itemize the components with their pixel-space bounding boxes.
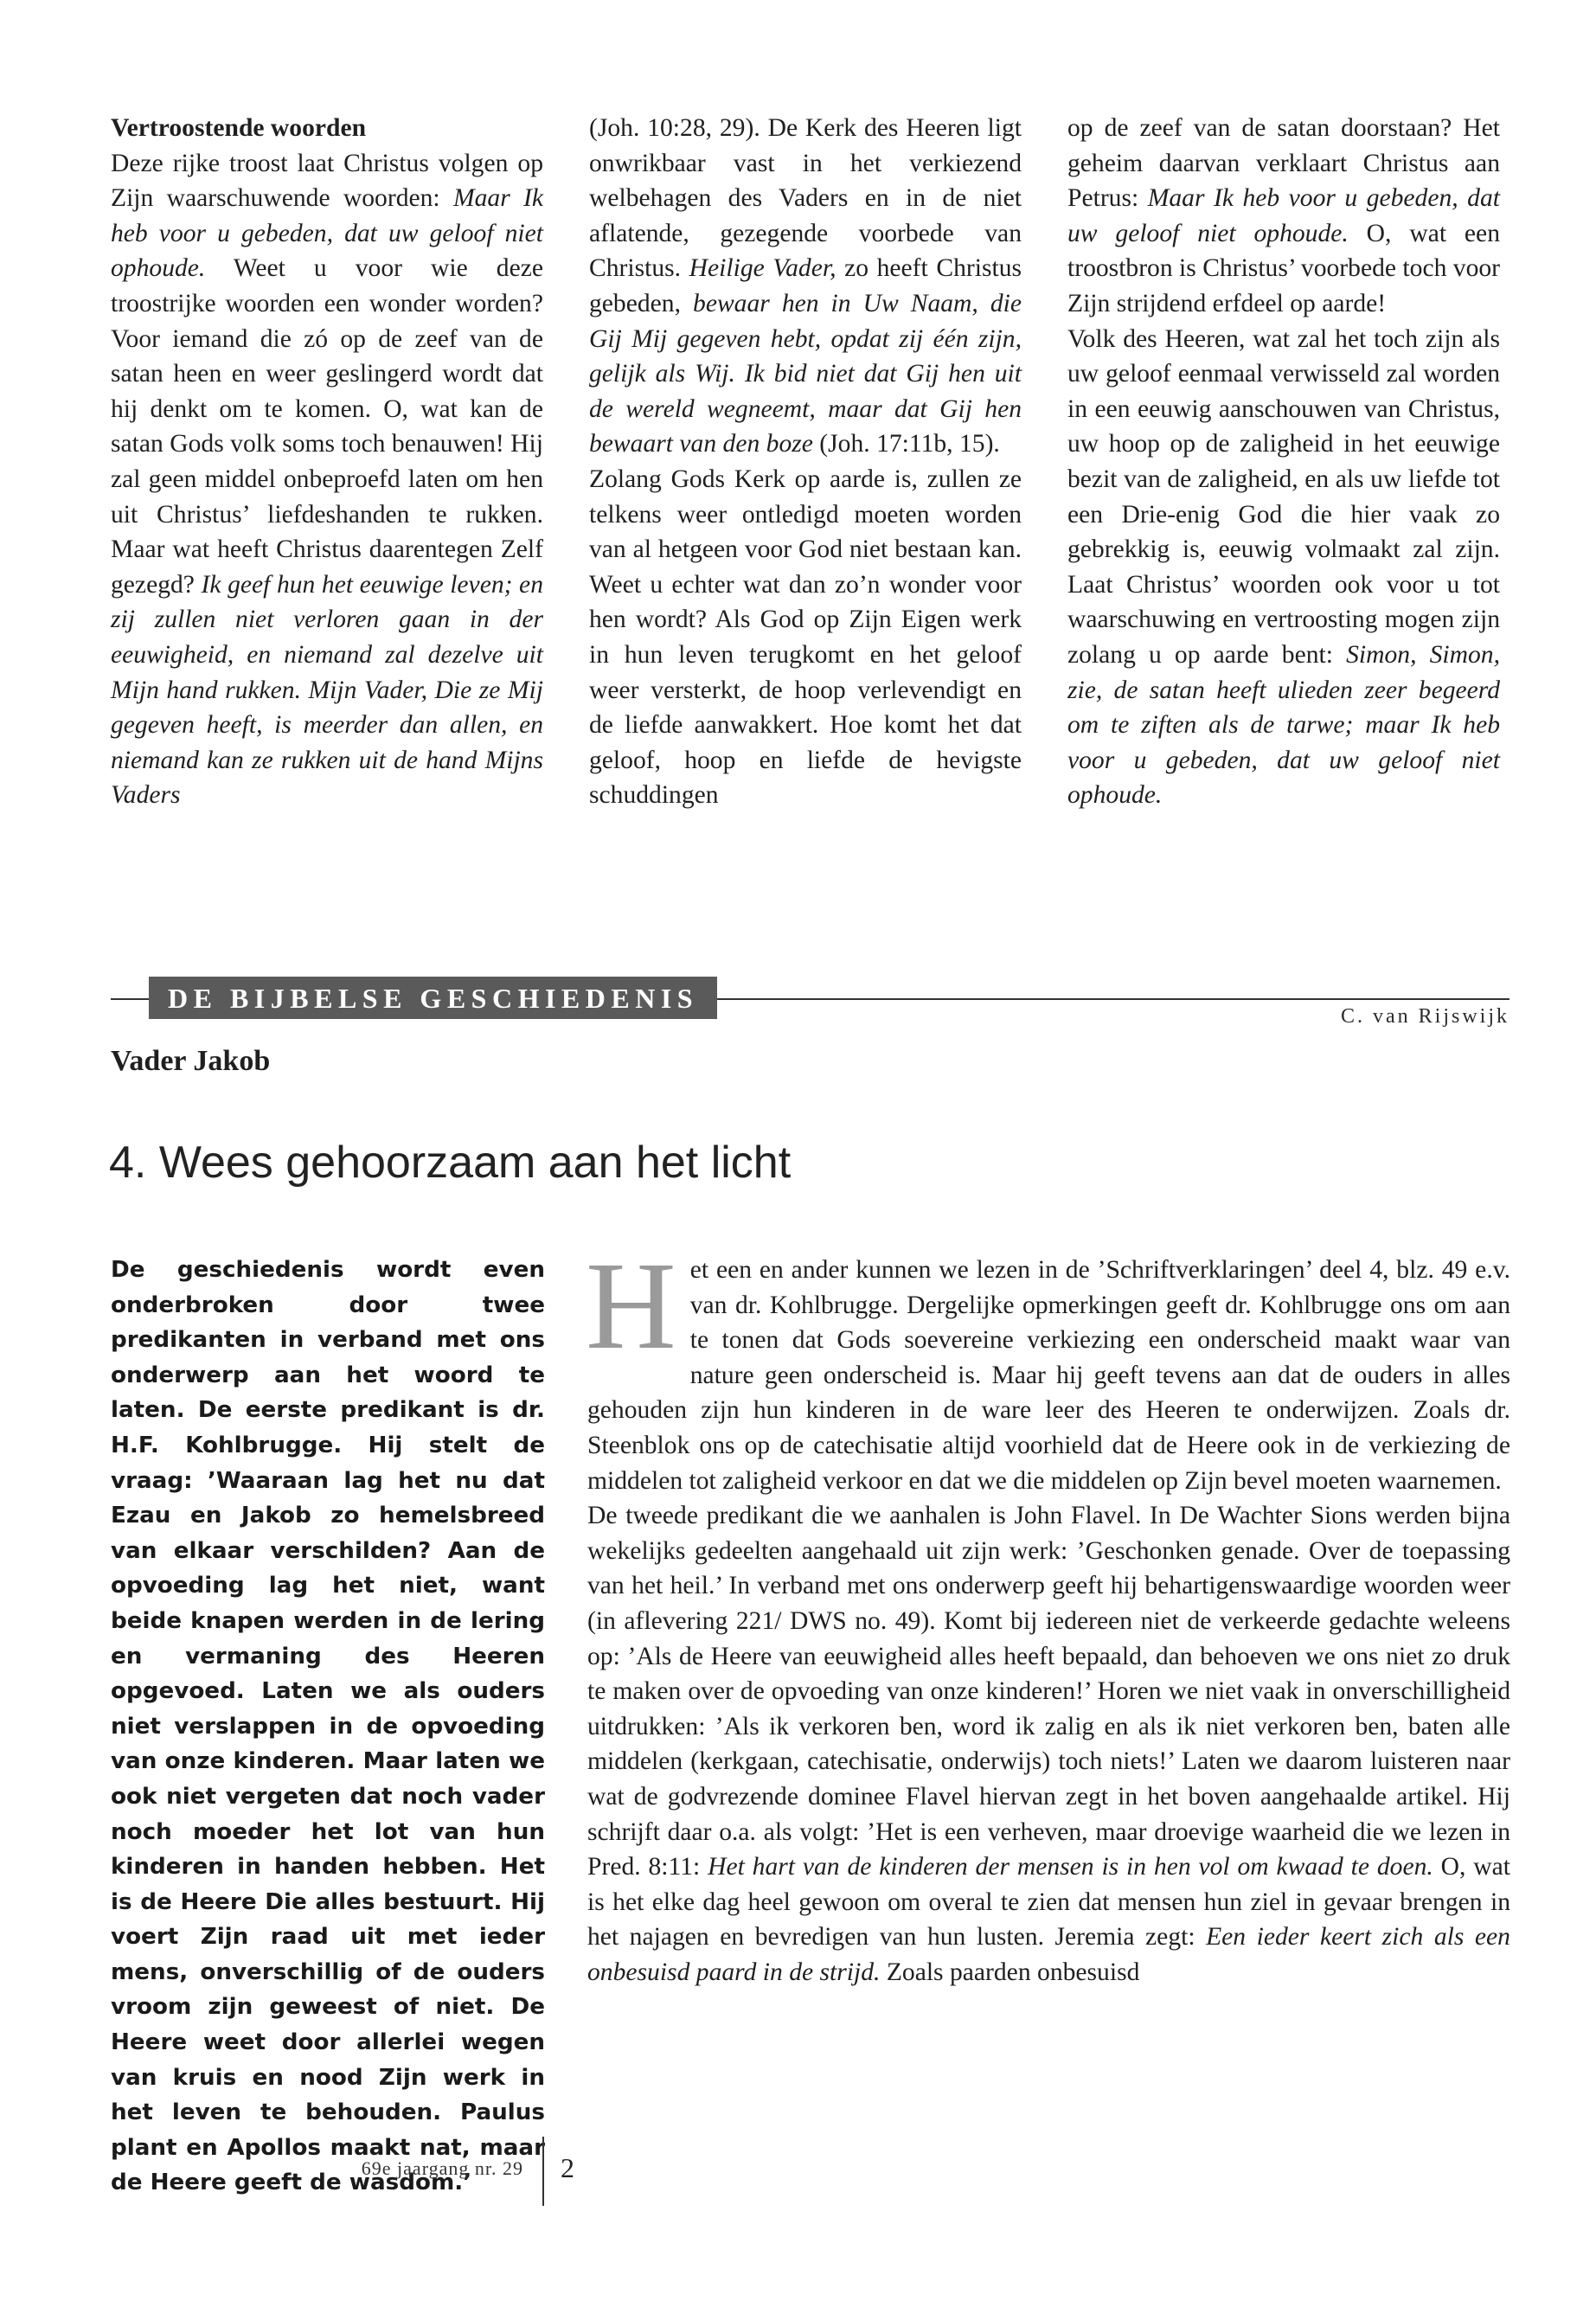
scripture-quote: bewaar hen in Uw Naam, die Gij Mij gegeven hebt, opdat zij één zijn, gelijk als Wij. Ik bid niet dat Gij hen uit de wereld wegneemt, maar dat Gij hen bewaart van den boze — [589, 289, 1022, 458]
drop-cap: H — [586, 1237, 676, 1375]
body-text: O, wat is het elke dag heel gewoon om overal te zien dat mensen hun ziel in gevaar brengen in het najagen en bevredigen van hun lusten. Jeremia zegt: — [587, 1853, 1510, 1952]
scripture-quote: Ik geef hun het eeuwige leven; en zij zullen niet verloren gaan in der eeuwigheid, en niemand zal dezelve uit Mijn hand rukken. Mijn Vader, Die ze Mij gegeven heeft, is meerder dan allen, en niemand kan ze rukken uit de hand Mijns Vaders — [111, 570, 543, 810]
body-text: De tweede predikant die we aanhalen is John Flavel. In De Wachter Sions werden bijna wekelijks gedeelten aangehaald uit zijn werk: ’Geschonken genade. Over de toepassing van het heil.’ In verband met ons onderwerp geeft hij behartigenswaardige woorden weer (in aflevering 221/ DWS no. 49). Komt bij iedereen niet de verkeerde gedachte weleens op: ’Als de Heere van eeuwigheid alles heeft bepaald, dan behoeven we ons niet zo druk te maken over de opvoeding van onze kinderen!’ Horen we niet vaak in onverschilligheid uitdrukken: ’Als ik verkoren ben, word ik zalig en als ik niet verkoren ben, baten alle middelen (kerkgaan, catechisatie, onderwijs) toch niets!’ Laten we daarom luisteren naar wat de godvrezende dominee Flavel hiervan zegt in het boven aangehaalde artikel. Hij schrijft daar o.a. als volgt: ’Het is een verheven, maar droevige waarheid die we lezen in Pred. 8:11: — [587, 1502, 1510, 1881]
paragraph: Zolang Gods Kerk op aarde is, zullen ze telkens weer ontledigd moeten worden van al hetgeen voor God niet bestaan kan. Weet u echter wat dan zo’n wonder voor hen wordt? Als God op Zijn Eigen werk in hun leven terugkomt en het geloof weer versterkt, de hoop verlevendigt en de liefde aanwakkert. Hoe komt het dat geloof, hoop en liefde de hevigste schuddingen — [589, 465, 1022, 810]
scripture-quote: Een ieder keert zich als een onbesuisd paard in de strijd. — [587, 1923, 1510, 1986]
body-text: et een en ander kunnen we lezen in de ’Schriftverklaringen’ deel 4, blz. 49 e.v. van dr. Kohlbrugge. Dergelijke opmerkingen geeft dr. Kohlbrugge ons om aan te tonen dat Gods soevereine verkiezing een onderscheid maakt waar van nature geen onderscheid is. Maar hij geeft tevens aan dat de ouders in alles gehouden zijn hun kinderen in de ware leer des Heeren te onderwijzen. Zoals dr. Steenblok ons op de catechisatie altijd voorhield dat de Heere ook in de verkiezing de middelen tot zaligheid verkoor en dat we die middelen op Zijn bevel moeten waarnemen. — [587, 1256, 1510, 1495]
column-2 — [589, 111, 1022, 813]
article-title: 4. Wees gehoorzaam aan het licht — [109, 1138, 792, 1188]
scripture-quote: Maar Ik heb voor u gebeden, dat uw geloof niet ophoude. — [1067, 184, 1500, 247]
top-columns — [111, 111, 1512, 872]
body-text: O, wat een troostbron is Christus’ voorbede toch voor Zijn strijdend erfdeel op aarde! — [1067, 219, 1501, 317]
body-text: op de zeef van de satan doorstaan? Het geheim daarvan verklaart Christus aan Petrus: — [1067, 114, 1500, 213]
body-text: Zoals paarden onbesuisd — [880, 1958, 1140, 1986]
body-text: (Joh. 17:11b, 15). — [812, 430, 1000, 458]
scripture-quote: Het hart van de kinderen der mensen is in hen vol om kwaad te doen. — [708, 1853, 1433, 1881]
page-number: 2 — [561, 2152, 574, 2183]
column-heading: Vertroostende woorden — [111, 114, 367, 142]
body-text: zo heeft Christus gebeden, — [589, 254, 1022, 317]
scripture-quote: Heilige Vader, — [689, 254, 836, 283]
article-body — [586, 1237, 1510, 1990]
page-footer — [0, 2137, 1596, 2206]
author-name: C. van Rijswijk — [1340, 1005, 1509, 1028]
column-3 — [1067, 111, 1500, 813]
footer-divider — [542, 2137, 544, 2206]
body-text: Weet u voor wie deze troostrijke woorden een wonder worden? Voor iemand die zó op de zeef van de satan heen en weer geslingerd wordt dat hij denkt om te komen. O, wat kan de satan Gods volk soms toch benauwen! Hij zal geen middel onbeproefd laten om hen uit Christus’ liefdeshanden te rukken. Maar wat heeft Christus daarentegen Zelf gezegd? — [111, 254, 543, 599]
series-subject: Vader Jakob — [111, 1045, 271, 1077]
body-text: (Joh. 10:28, 29). De Kerk des Heeren ligt onwrikbaar vast in het verkiezend welbehagen des Vaders en in de niet aflatende, gezegende voorbede van Christus. — [589, 114, 1022, 283]
lead-paragraph: De geschiedenis wordt even onderbroken door twee predikanten in verband met ons onderwerp aan het woord te laten. De eerste predikant is dr. H.F. Kohlbrugge. Hij stelt de vraag: ’Waaraan lag het nu dat Ezau en Jakob zo hemelsbreed van elkaar verschilden? Aan de opvoeding lag het niet, want beide knapen werden in de lering en vermaning des Heeren opgevoed. Laten we als ouders niet verslappen in de opvoeding van onze kinderen. Maar laten we ook niet vergeten dat noch vader noch moeder het lot van hun kinderen in handen hebben. Het is de Heere Die alles bestuurt. Hij voert Zijn raad uit met ieder mens, onverschillig of de ouders vroom zijn geweest of niet. De Heere weet door allerlei wegen van kruis en nood Zijn werk in het leven te behouden. Paulus plant en Apollos maakt nat, maar de Heere geeft de wasdom.’ — [111, 1257, 545, 2196]
body-text: Deze rijke troost laat Christus volgen op Zijn waarschuwende woorden: — [111, 149, 543, 213]
scripture-quote: Simon, Simon, zie, de satan heeft ulieden zeer begeerd om te ziften als de tarwe; maar Ik heb voor u gebeden, dat uw geloof niet ophoude. — [1067, 640, 1500, 810]
issue-label: 69e jaargang nr. 29 — [361, 2157, 523, 2179]
section-rubric: DE BIJBELSE GESCHIEDENIS — [149, 977, 717, 1019]
body-text: Volk des Heeren, wat zal het toch zijn als uw geloof eenmaal verwisseld zal worden in een eeuwig aanschouwen van Christus, uw hoop op de zaligheid in het eeuwige bezit van de zaligheid, en als uw liefde tot een Drie-enig God die hier vaak zo gebrekkig is, eeuwig volmaakt zal zijn. Laat Christus’ woorden ook voor u tot waarschuwing en vertroosting mogen zijn zolang u op aarde bent: — [1067, 324, 1500, 669]
column-1 — [111, 111, 543, 813]
scripture-quote: Maar Ik heb voor u gebeden, dat uw geloof niet ophoude. — [111, 184, 543, 283]
